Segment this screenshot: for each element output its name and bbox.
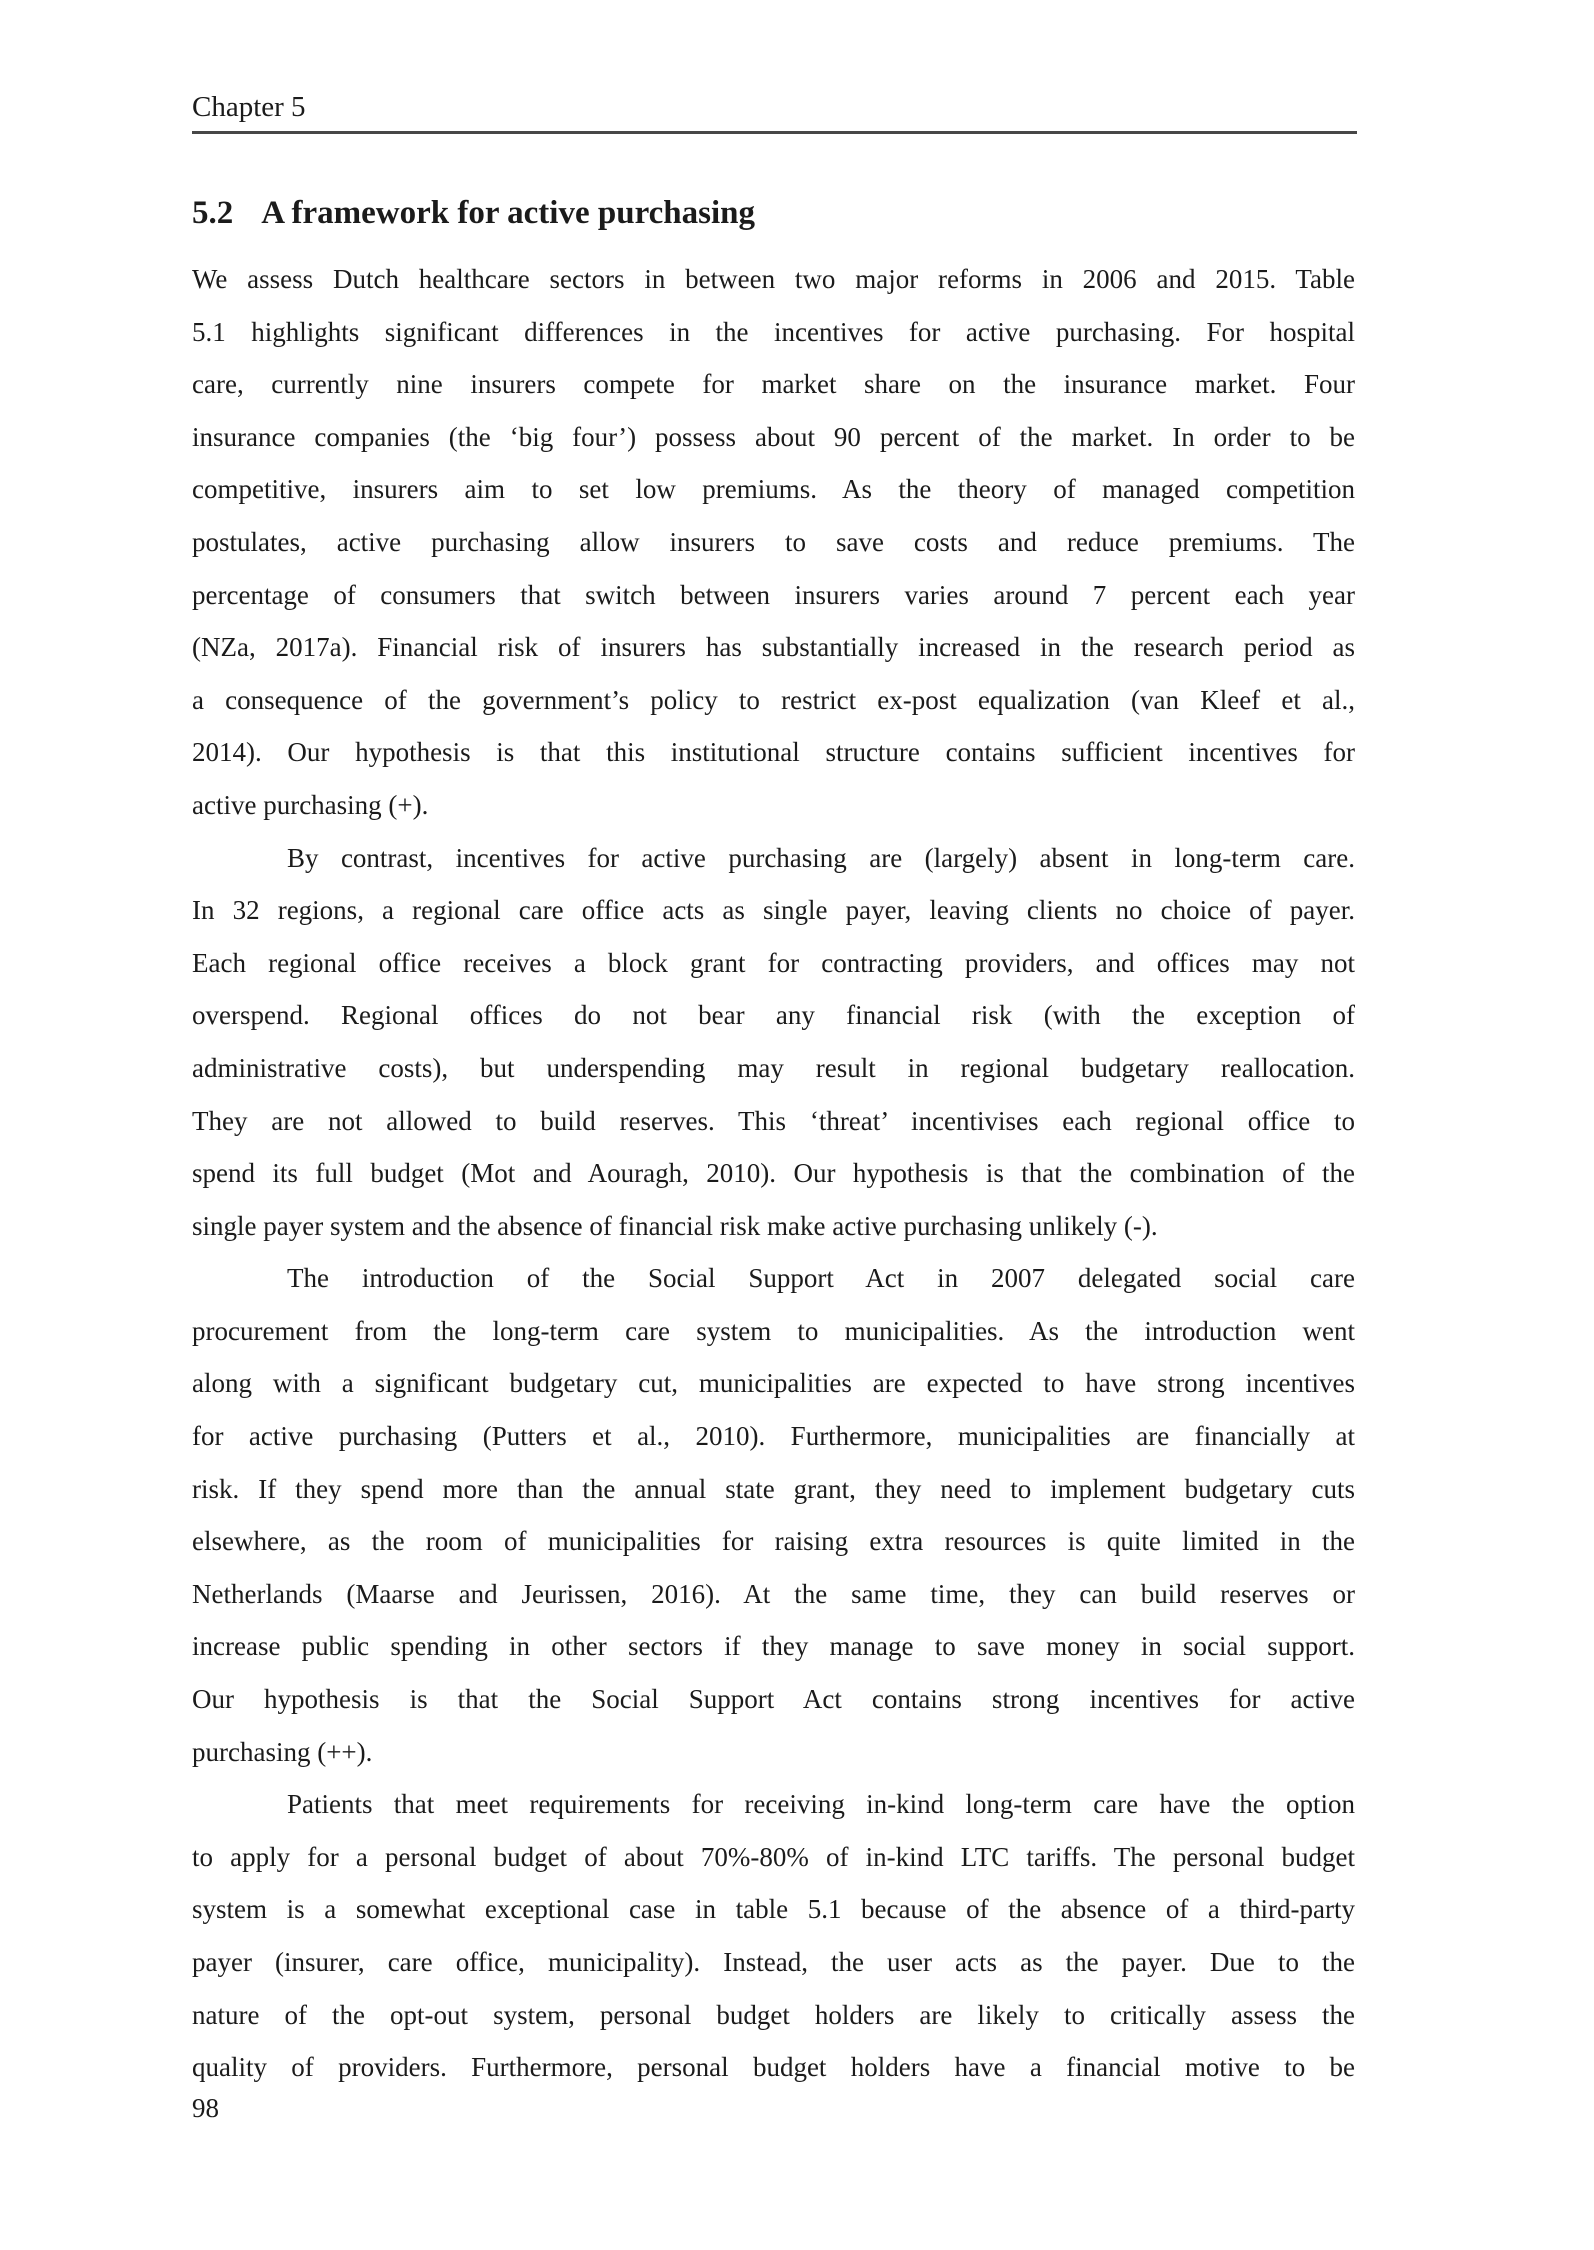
body-line: elsewhere, as the room of municipalities for raising extra resources is quite limited in the: [192, 1526, 1355, 1557]
body-line: 2014). Our hypothesis is that this institutional structure contains sufficient incentives for: [192, 737, 1355, 768]
page-footer: [192, 2094, 219, 2124]
body-line: We assess Dutch healthcare sectors in between two major reforms in 2006 and 2015. Table: [192, 264, 1355, 294]
body-line: 5.1 highlights significant differences in the incentives for active purchasing. For hospital: [192, 316, 1355, 347]
body-line: The introduction of the Social Support Act in 2007 delegated social care: [287, 1263, 1355, 1294]
body-line: a consequence of the government’s policy to restrict ex-post equalization (van Kleef et al.,: [192, 684, 1355, 715]
body-line: nature of the opt-out system, personal budget holders are likely to critically assess the: [192, 1999, 1355, 2030]
body-line: In 32 regions, a regional care office acts as single payer, leaving clients no choice of payer.: [192, 895, 1355, 926]
body-line: (NZa, 2017a). Financial risk of insurers has substantially increased in the research period as: [192, 632, 1355, 663]
body-line: Each regional office receives a block grant for contracting providers, and offices may not: [192, 947, 1355, 978]
body-line: By contrast, incentives for active purchasing are (largely) absent in long-term care.: [287, 842, 1355, 873]
body-line: risk. If they spend more than the annual state grant, they need to implement budgetary cuts: [192, 1473, 1355, 1504]
body-line: postulates, active purchasing allow insurers to save costs and reduce premiums. The: [192, 526, 1355, 557]
section-title: A framework for active purchasing: [261, 195, 755, 231]
body-text: [192, 253, 1355, 2094]
body-line: quality of providers. Furthermore, personal budget holders have a financial motive to be: [192, 2052, 1355, 2083]
body-line: increase public spending in other sectors if they manage to save money in social support.: [192, 1631, 1355, 1662]
body-line: They are not allowed to build reserves. This ‘threat’ incentivises each regional office to: [192, 1105, 1355, 1136]
body-line: single payer system and the absence of financial risk make active purchasing unlikely (-).: [192, 1210, 1158, 1241]
page-number: 98: [192, 2093, 219, 2123]
body-line: purchasing (++).: [192, 1736, 373, 1767]
body-line: competitive, insurers aim to set low premiums. As the theory of managed competition: [192, 474, 1355, 505]
body-line: care, currently nine insurers compete for market share on the insurance market. Four: [192, 369, 1355, 400]
body-line: percentage of consumers that switch between insurers varies around 7 percent each year: [192, 579, 1355, 610]
page-header: [192, 92, 1357, 134]
body-line: to apply for a personal budget of about 70%-80% of in-kind LTC tariffs. The personal budget: [192, 1841, 1355, 1872]
body-line: system is a somewhat exceptional case in table 5.1 because of the absence of a third-party: [192, 1894, 1355, 1925]
body-line: Patients that meet requirements for receiving in-kind long-term care have the option: [287, 1789, 1355, 1820]
body-line: procurement from the long-term care system to municipalities. As the introduction went: [192, 1315, 1355, 1346]
body-line: administrative costs), but underspending may result in regional budgetary reallocation.: [192, 1052, 1355, 1083]
body-line: active purchasing (+).: [192, 789, 429, 820]
body-line: Our hypothesis is that the Social Support Act contains strong incentives for active: [192, 1684, 1355, 1715]
body-line: insurance companies (the ‘big four’) possess about 90 percent of the market. In order to be: [192, 421, 1355, 452]
body-line: Netherlands (Maarse and Jeurissen, 2016). At the same time, they can build reserves or: [192, 1578, 1355, 1609]
body-line: payer (insurer, care office, municipality). Instead, the user acts as the payer. Due to the: [192, 1947, 1355, 1977]
body-line: for active purchasing (Putters et al., 2010). Furthermore, municipalities are financially at: [192, 1421, 1355, 1452]
body-line: along with a significant budgetary cut, municipalities are expected to have strong incentives: [192, 1368, 1355, 1399]
chapter-header: Chapter 5: [192, 91, 306, 123]
body-line: spend its full budget (Mot and Aouragh, 2010). Our hypothesis is that the combination of the: [192, 1158, 1355, 1189]
section-heading: [192, 194, 1357, 234]
section-number: 5.2: [192, 195, 234, 231]
body-line: overspend. Regional offices do not bear any financial risk (with the exception of: [192, 1000, 1355, 1031]
